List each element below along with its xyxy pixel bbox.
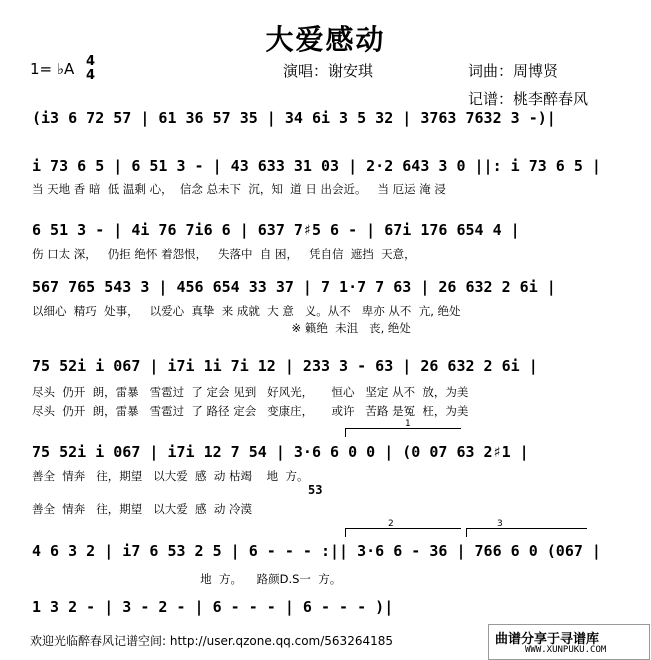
lyrics-row-3: 伤 口太 深， 仍拒 绝怀 着怨恨， 失落中 自 困， 凭自信 遮挡 天意， (32, 247, 416, 261)
footer-link-text: 欢迎光临醉春风记谱空间: http://user.qzone.qq.com/563264185 (30, 634, 394, 648)
song-title: 大爱感动 (265, 23, 386, 56)
notation-row-2: i 73 6 5 | 6 51 3 - | 43 633 31 03 | 2·2 643 3 0 ||: i 73 6 5 | (32, 157, 601, 175)
key-signature: 1= ♭A (30, 60, 75, 78)
volta-label-3: 3 (497, 519, 503, 529)
notation-row-1: (i3 6 72 57 | 61 36 57 35 | 34 6i 3 5 32 | 3763 7632 3 -)| (32, 109, 556, 127)
notation-row-7: 4 6 3 2 | i7 6 53 2 5 | 6 - - - :|| 3·6 6 - 36 | 766 6 0 (067 | (32, 542, 601, 560)
singer-credit: 演唱：谢安琪 (283, 62, 374, 80)
lyrics-row-6-verse-1: 善全 情奔 往，期望 以大爱 感 动 枯竭 地 方。 (32, 469, 309, 483)
notation-row-4: 567 765 543 3 | 456 654 33 37 | 7 1·7 7 63 | 26 632 2 6i | (32, 278, 556, 296)
volta-bracket-1 (345, 428, 461, 437)
lyrics-row-5-verse-2: 尽头 仍开 朗，雷暴 雪雹过 了 路径 定会 变康庄， 或许 苦路 是冤 枉，为美 (32, 404, 469, 418)
lyrics-row-4-verse-1: 以细心 精巧 处事， 以爱心 真挚 来 成就 大 意 义。从不 卑亦 从不 亢, 绝处 (32, 304, 461, 318)
notation-row-6: 75 52i i 067 | i7i 12 7 54 | 3·6 6 0 0 | (0 07 63 2♯1 | (32, 443, 529, 461)
lyrics-row-7: 地 方。 路颜D.S一 方。 (32, 572, 342, 586)
notation-row-8: 1 3 2 - | 3 - 2 - | 6 - - - | 6 - - - )| (32, 598, 394, 616)
composer-credit: 词曲：周博贤 (468, 62, 559, 80)
watermark-logo-text: 曲谱分享于寻谱库 (495, 632, 600, 647)
lyrics-row-6-verse-2: 善全 情奔 往，期望 以大爱 感 动 冷漠 (32, 502, 253, 516)
time-signature-top: 4 (86, 54, 96, 69)
transcriber-credit: 记谱：桃李醉春风 (468, 90, 589, 108)
notation-row-5: 75 52i i 067 | i7i 1i 7i 12 | 233 3 - 63 | 26 632 2 6i | (32, 357, 538, 375)
alternate-notes: 53 (308, 483, 323, 497)
volta-label-1: 1 (405, 419, 411, 429)
lyrics-row-2: 当 天地 香 暗 低 温剩 心， 信念 总未下 沉，知 道 日 出会近。 当 厄运 淹 浸 (32, 182, 446, 196)
lyrics-row-5-verse-1: 尽头 仍开 朗，雷暴 雪雹过 了 定会 见到 好风光， 恒心 坚定 从不 放，为美 (32, 385, 469, 399)
volta-bracket-3 (466, 528, 587, 537)
lyrics-row-4-verse-2: ※ 籁绝 未沮 丧, 绝处 (32, 321, 411, 335)
watermark-logo-url: WWW.XUNPUKU.COM (525, 645, 607, 655)
notation-row-3: 6 51 3 - | 4i 76 7i6 6 | 637 7♯5 6 - | 67i 176 654 4 | (32, 221, 520, 239)
volta-bracket-2 (345, 528, 461, 537)
volta-label-2: 2 (388, 519, 394, 529)
time-signature-bottom: 4 (86, 68, 96, 83)
